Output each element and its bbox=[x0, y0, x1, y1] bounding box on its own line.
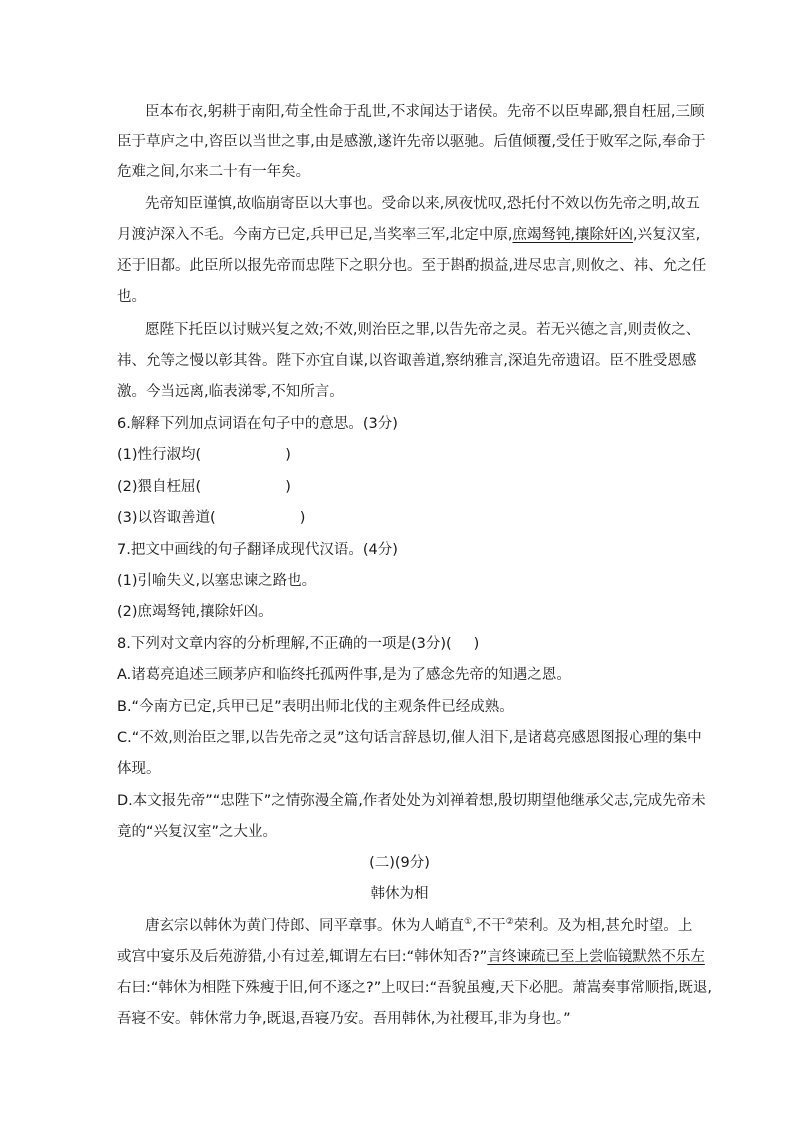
q8-option-d-line1: D.本文报先帝”“忠陛下”之情弥漫全篇,作者处处为刘禅着想,殷切期望他继承父志,完成先帝未 bbox=[117, 793, 706, 809]
q8-option-b: B.“今南方已定,兵甲已足”表明出师北伐的主观条件已经成熟。 bbox=[117, 699, 514, 715]
passage-p1-line3: 危难之间,尔来二十有一年矣。 bbox=[117, 164, 311, 180]
passage-p2-line2-end: ,兴复汉室, bbox=[633, 227, 701, 243]
section-heading: (二)(9分) bbox=[369, 855, 430, 871]
article-line1 bbox=[145, 916, 693, 936]
footnote-marker-2: ② bbox=[505, 917, 514, 928]
passage-p2-line1: 先帝知臣谨慎,故临崩寄臣以大事也。受命以来,夙夜忧叹,恐托付不效以伤先帝之明,故五 bbox=[145, 196, 700, 212]
q8-stem-text: 8.下列对文章内容的分析理解,不正确的一项是(3分)( bbox=[117, 636, 452, 652]
q6-item-2 bbox=[117, 477, 682, 497]
q6-item-2-close: ) bbox=[285, 479, 291, 495]
q6-item-3-text: (3)以咨诹善道( bbox=[117, 510, 216, 526]
passage-p3-line1: 愿陛下托臣以讨贼兴复之效;不效,则治臣之罪,以告先帝之灵。若无兴德之言,则责攸之、 bbox=[145, 322, 701, 338]
article-line1-part3: 荣利。及为相,甚允时望。上 bbox=[513, 918, 693, 934]
passage-p1-line1: 臣本布衣,躬耕于南阳,苟全性命于乱世,不求闻达于诸侯。先帝不以臣卑鄙,猥自枉屈,三顾 bbox=[145, 104, 705, 120]
article-line2-start: 或宫中宴乐及后苑游猎,小有过差,辄谓左右曰:“韩休知否?” bbox=[117, 949, 488, 965]
footnote-marker-1: ① bbox=[464, 917, 473, 928]
q6-item-2-text: (2)猥自枉屈( bbox=[117, 479, 202, 495]
q6-item-3 bbox=[117, 508, 682, 528]
passage-p3-line3: 激。今当远离,临表涕零,不知所言。 bbox=[117, 384, 344, 400]
article-title: 韩休为相 bbox=[370, 886, 429, 902]
article-line1-part1: 唐玄宗以韩休为黄门侍郎、同平章事。休为人峭直 bbox=[145, 918, 464, 934]
q6-item-1-text: (1)性行淑均( bbox=[117, 447, 202, 463]
q6-item-1 bbox=[117, 445, 682, 465]
q8-option-a: A.诸葛亮追述三顾茅庐和临终托孤两件事,是为了感念先帝的知遇之恩。 bbox=[117, 667, 571, 683]
q6-item-3-close: ) bbox=[299, 510, 306, 526]
q8-option-d-line2: 竟的“兴复汉室”之大业。 bbox=[117, 824, 278, 840]
underlined-sentence-1: 庶竭驽钝,攘除奸凶 bbox=[512, 227, 634, 243]
passage-p2-line3: 还于旧都。此臣所以报先帝而忠陛下之职分也。至于斟酌损益,进尽忠言,则攸之、祎、允之任 bbox=[117, 258, 707, 274]
q8-option-c-line2: 体现。 bbox=[117, 761, 161, 777]
q6-stem: 6.解释下列加点词语在句子中的意思。(3分) bbox=[117, 416, 398, 432]
q6-item-1-close: ) bbox=[285, 447, 291, 463]
underlined-sentence-2: 言终谏疏已至上尝临镜默然不乐左 bbox=[487, 949, 705, 965]
article-line4: 吾寝不安。韩休常力争,既退,吾寝乃安。吾用韩休,为社稷耳,非为身也。” bbox=[117, 1011, 571, 1027]
passage-p2-line4: 也。 bbox=[117, 289, 146, 305]
article-line3: 右曰:“韩休为相陛下殊瘦于旧,何不逐之?”上叹曰:“吾貌虽瘦,天下必肥。萧嵩奏事常顺指,既退, bbox=[117, 980, 712, 996]
q8-stem-close: ) bbox=[473, 636, 480, 652]
article-line2 bbox=[117, 947, 705, 967]
q8-option-c-line1: C.“不效,则治臣之罪,以告先帝之灵”这句话言辞恳切,催人泪下,是诸葛亮感恩图报心理的集中 bbox=[117, 730, 702, 746]
passage-p3-line2: 祎、允等之慢以彰其咎。陛下亦宜自谋,以咨诹善道,察纳雅言,深追先帝遗诏。臣不胜受恩感 bbox=[117, 353, 697, 369]
passage-p2-line2 bbox=[117, 225, 701, 245]
q7-stem: 7.把文中画线的句子翻译成现代汉语。(4分) bbox=[117, 542, 398, 558]
q7-item-1: (1)引喻失义,以塞忠谏之路也。 bbox=[117, 573, 317, 589]
article-line1-part2: ,不干 bbox=[472, 918, 506, 934]
q8-stem bbox=[117, 634, 682, 654]
passage-p1-line2: 臣于草庐之中,咨臣以当世之事,由是感激,遂许先帝以驱驰。后值倾覆,受任于败军之际,奉命于 bbox=[117, 134, 706, 150]
q7-item-2: (2)庶竭驽钝,攘除奸凶。 bbox=[117, 604, 273, 620]
passage-p2-line2-start: 月渡泸深入不毛。今南方已定,兵甲已足,当奖率三军,北定中原, bbox=[117, 227, 513, 243]
